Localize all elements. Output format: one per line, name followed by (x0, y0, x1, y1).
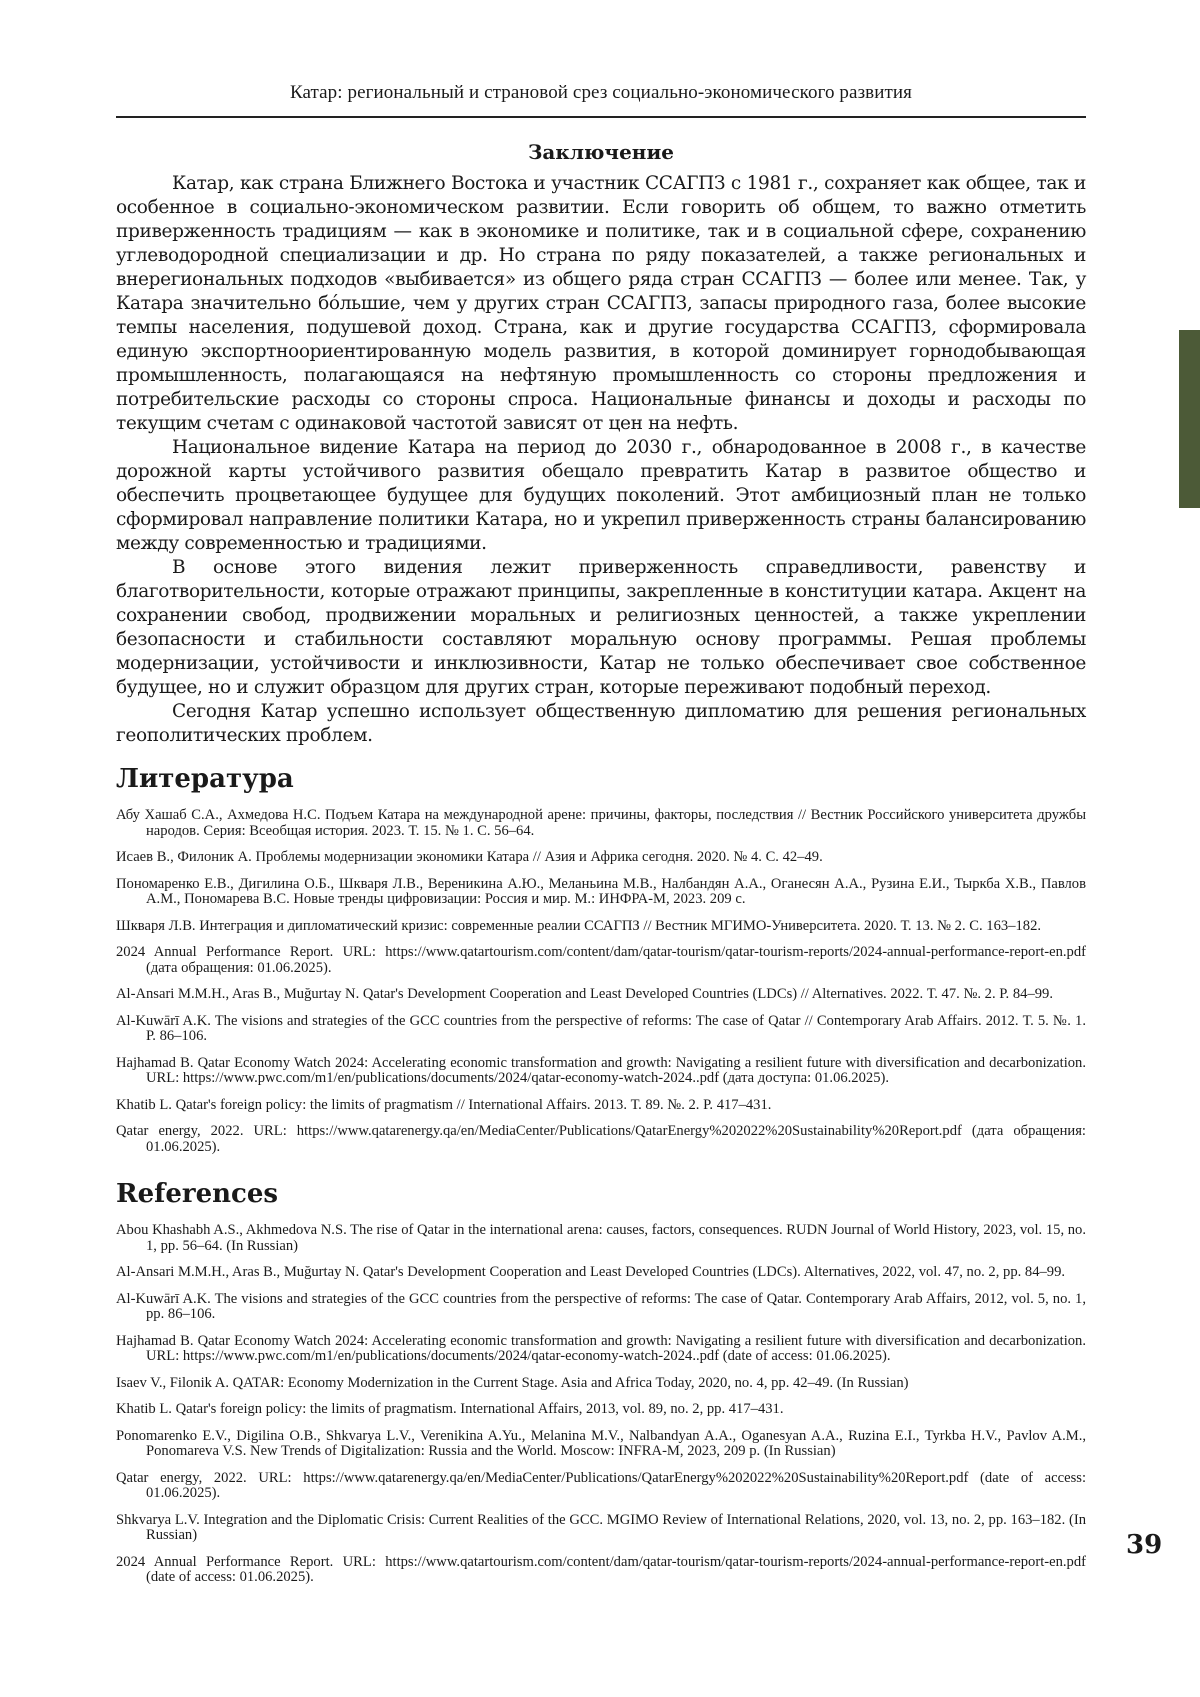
reference-item: Hajhamad B. Qatar Economy Watch 2024: Accelerating economic transformation and growth: Navigating a resilient future with diversification and decarbonization. URL: https://www.pwc.com/m1/en/publications/documents/2024/qatar-economy-watch-2024..pdf (date of access: 01.06.2025). (116, 1334, 1086, 1365)
literature-item: Пономаренко Е.В., Дигилина О.Б., Шкваря Л.В., Вереникина А.Ю., Меланьина М.В., Налбандян А.А., Оганесян А.А., Рузина Е.И., Тыркба Х.В., Павлов А.М., Пономарева В.С. Новые тренды цифровизации: Россия и мир. М.: ИНФРА-М, 2023. 209 с. (116, 877, 1086, 908)
literature-item: Al-Ansari M.M.H., Aras B., Muğurtay N. Qatar's Development Cooperation and Least Developed Countries (LDCs) // Alternatives. 2022. Т. 47. №. 2. Р. 84–99. (116, 987, 1086, 1003)
conclusion-paragraph: Национальное видение Катара на период до 2030 г., обнародованное в 2008 г., в качестве дорожной карты устойчивого развития обещало превратить Катар в развитое общество и обеспечить процветающее будущее для будущих поколений. Этот амбициозный план не только сформировал направление политики Катара, но и укрепил приверженность страны балансированию между современностью и традициями. (116, 436, 1086, 556)
literature-item: Al-Kuwārī A.K. The visions and strategies of the GCC countries from the perspective of reforms: The case of Qatar // Contemporary Arab Affairs. 2012. Т. 5. №. 1. Р. 86–106. (116, 1014, 1086, 1045)
literature-heading: Литература (116, 762, 1086, 796)
reference-item: Ponomarenko E.V., Digilina O.B., Shkvarya L.V., Verenikina A.Yu., Melanina M.V., Nalbandyan A.A., Oganesyan A.A., Ruzina E.I., Tyrkba H.V., Pavlov A.M., Ponomareva V.S. New Trends of Digitalization: Russia and the World. Moscow: INFRA-M, 2023, 209 p. (In Russian) (116, 1429, 1086, 1460)
conclusion-paragraph: Катар, как страна Ближнего Востока и участник ССАГПЗ с 1981 г., сохраняет как общее, так и особенное в социально-экономическом развитии. Если говорить об общем, то важно отметить приверженность традициям — как в экономике и политике, так и в социальной сфере, сохранению углеводородной специализации и др. Но страна по ряду показателей, а также региональных и внерегиональных подходов «выбивается» из общего ряда стран ССАГПЗ — более или менее. Так, у Катара значительно бóльшие, чем у других стран ССАГПЗ, запасы природного газа, более высокие темпы населения, подушевой доход. Страна, как и другие государства ССАГПЗ, сформировала единую экспортноориентированную модель развития, в которой доминирует горнодобывающая промышленность, полагающаяся на нефтяную промышленность со стороны предложения и потребительские расходы со стороны спроса. Национальные финансы и доходы и расходы по текущим счетам с одинаковой частотой зависят от цен на нефть. (116, 172, 1086, 436)
reference-item: Abou Khashabh A.S., Akhmedova N.S. The rise of Qatar in the international arena: causes, factors, consequences. RUDN Journal of World History, 2023, vol. 15, no. 1, pp. 56–64. (In Russian) (116, 1223, 1086, 1254)
conclusion-title: Заключение (116, 138, 1086, 166)
page-number: 39 (1126, 1530, 1162, 1560)
literature-item: Khatib L. Qatar's foreign policy: the limits of pragmatism // International Affairs. 2013. Т. 89. №. 2. Р. 417–431. (116, 1098, 1086, 1114)
literature-item: Исаев В., Филоник А. Проблемы модернизации экономики Катара // Азия и Африка сегодня. 2020. № 4. С. 42–49. (116, 850, 1086, 866)
reference-item: Shkvarya L.V. Integration and the Diplomatic Crisis: Current Realities of the GCC. MGIMO Review of International Relations, 2020, vol. 13, no. 2, pp. 163–182. (In Russian) (116, 1513, 1086, 1544)
reference-item: Khatib L. Qatar's foreign policy: the limits of pragmatism. International Affairs, 2013, vol. 89, no. 2, pp. 417–431. (116, 1402, 1086, 1418)
references-list (116, 1223, 1086, 1586)
conclusion-paragraph: Сегодня Катар успешно использует общественную дипломатию для решения региональных геополитических проблем. (116, 700, 1086, 748)
literature-item: Qatar energy, 2022. URL: https://www.qatarenergy.qa/en/MediaCenter/Publications/QatarEnergy%202022%20Sustainability%20Report.pdf (дата обращения: 01.06.2025). (116, 1124, 1086, 1155)
article-body (116, 138, 1086, 1597)
side-tab-marker (1179, 330, 1200, 508)
conclusion-paragraph: В основе этого видения лежит приверженность справедливости, равенству и благотворительности, которые отражают принципы, закрепленные в конституции катара. Акцент на сохранении свобод, продвижении моральных и религиозных ценностей, а также укреплении безопасности и стабильности составляют моральную основу программы. Решая проблемы модернизации, устойчивости и инклюзивности, Катар не только обеспечивает свое собственное будущее, но и служит образцом для других стран, которые переживают подобный переход. (116, 556, 1086, 700)
header-rule (116, 116, 1086, 118)
references-heading: References (116, 1177, 1086, 1211)
reference-item: Qatar energy, 2022. URL: https://www.qatarenergy.qa/en/MediaCenter/Publications/QatarEnergy%202022%20Sustainability%20Report.pdf (date of access: 01.06.2025). (116, 1471, 1086, 1502)
reference-item: 2024 Annual Performance Report. URL: https://www.qatartourism.com/content/dam/qatar-tourism/qatar-tourism-reports/2024-annual-performance-report-en.pdf (date of access: 01.06.2025). (116, 1555, 1086, 1586)
reference-item: Al-Ansari M.M.H., Aras B., Muğurtay N. Qatar's Development Cooperation and Least Developed Countries (LDCs). Alternatives, 2022, vol. 47, no. 2, pp. 84–99. (116, 1265, 1086, 1281)
reference-item: Isaev V., Filonik A. QATAR: Economy Modernization in the Current Stage. Asia and Africa Today, 2020, no. 4, pp. 42–49. (In Russian) (116, 1376, 1086, 1392)
running-head: Катар: региональный и страновой срез социально-экономического развития (116, 82, 1086, 104)
literature-list (116, 808, 1086, 1155)
literature-item: Hajhamad B. Qatar Economy Watch 2024: Accelerating economic transformation and growth: Navigating a resilient future with diversification and decarbonization. URL: https://www.pwc.com/m1/en/publications/documents/2024/qatar-economy-watch-2024..pdf (дата доступа: 01.06.2025). (116, 1056, 1086, 1087)
literature-item: Абу Хашаб С.А., Ахмедова Н.С. Подъем Катара на международной арене: причины, факторы, последствия // Вестник Российского университета дружбы народов. Серия: Всеобщая история. 2023. Т. 15. № 1. С. 56–64. (116, 808, 1086, 839)
literature-item: Шкваря Л.В. Интеграция и дипломатический кризис: современные реалии ССАГПЗ // Вестник МГИМО-Университета. 2020. Т. 13. № 2. С. 163–182. (116, 919, 1086, 935)
reference-item: Al-Kuwārī A.K. The visions and strategies of the GCC countries from the perspective of reforms: The case of Qatar. Contemporary Arab Affairs, 2012, vol. 5, no. 1, pp. 86–106. (116, 1292, 1086, 1323)
literature-item: 2024 Annual Performance Report. URL: https://www.qatartourism.com/content/dam/qatar-tourism/qatar-tourism-reports/2024-annual-performance-report-en.pdf (дата обращения: 01.06.2025). (116, 945, 1086, 976)
